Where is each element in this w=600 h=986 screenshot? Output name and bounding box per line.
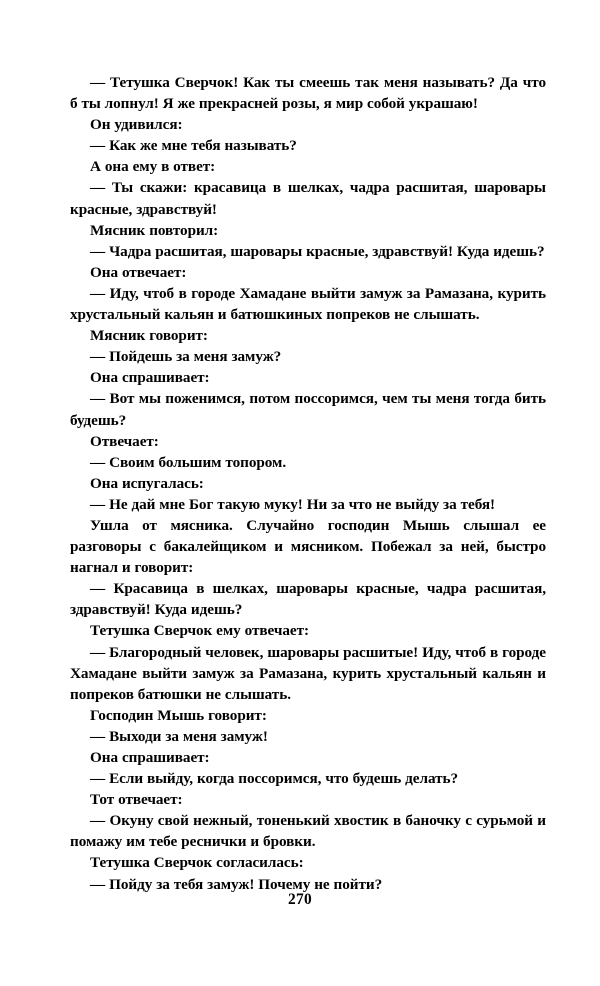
paragraph: — Иду, чтоб в городе Хамадане выйти замуж за Рамазана, курить хрустальный кальян и батюшкиных попреков не слышать. [70, 284, 546, 324]
paragraph: — Пойду за тебя замуж! Почему не пойти? [90, 875, 383, 893]
paragraph: — Пойдешь за меня замуж? [90, 348, 282, 366]
paragraph: Мясник говорит: [90, 327, 208, 345]
paragraph: — Вот мы поженимся, потом поссоримся, чем ты меня тогда бить будешь? [70, 390, 546, 429]
paragraph: — Благородный человек, шаровары расшитые! Иду, чтоб в городе Хамадане выйти замуж за Рамазана, курить хрустальный кальян и попреков батюшки не слышать. [70, 643, 546, 703]
paragraph: — Чадра расшитая, шаровары красные, здравствуй! Куда идешь? [90, 242, 545, 260]
paragraph: Она испугалась: [90, 474, 204, 492]
paragraph: — Своим большим топором. [90, 453, 287, 471]
paragraph: А она ему в ответ: [90, 158, 216, 176]
paragraph: — Выходи за меня замуж! [90, 727, 268, 745]
paragraph: — Тетушка Сверчок! Как ты смеешь так меня называть? Да что б ты лопнул! Я же прекрасней розы, я мир собой украшаю! [70, 74, 546, 113]
paragraph: Она спрашивает: [90, 369, 210, 387]
paragraph: — Окуну свой нежный, тоненький хвостик в баночку с сурьмой и помажу им тебе реснички и бровки. [70, 812, 546, 851]
paragraph: — Если выйду, когда поссоримся, что будешь делать? [90, 770, 459, 788]
paragraph: — Как же мне тебя называть? [90, 137, 297, 155]
paragraph: Тот отвечает: [90, 791, 183, 809]
paragraph: Он удивился: [90, 116, 183, 134]
paragraph: Тетушка Сверчок согласилась: [90, 854, 304, 872]
paragraph: — Не дай мне Бог такую муку! Ни за что не выйду за тебя! [90, 495, 496, 513]
paragraph: Мясник повторил: [90, 221, 219, 239]
page-body-text [70, 72, 546, 895]
paragraph: Она спрашивает: [90, 749, 210, 766]
paragraph: Отвечает: [90, 432, 159, 450]
paragraph: Господин Мышь говорит: [90, 706, 267, 724]
page-number: 270 [288, 891, 312, 908]
paragraph: Она отвечает: [90, 263, 187, 281]
paragraph: — Красавица в шелках, шаровары красные, чадра расшитая, здравствуй! Куда идешь? [70, 580, 546, 619]
paragraph: — Ты скажи: красавица в шелках, чадра расшитая, шаровары красные, здравствуй! [70, 179, 546, 218]
paragraph: Ушла от мясника. Случайно господин Мышь слышал ее разговоры с бакалейщиком и мясником. Побежал за ней, быстро нагнал и говорит: [70, 516, 546, 577]
paragraph: Тетушка Сверчок ему отвечает: [90, 622, 310, 640]
